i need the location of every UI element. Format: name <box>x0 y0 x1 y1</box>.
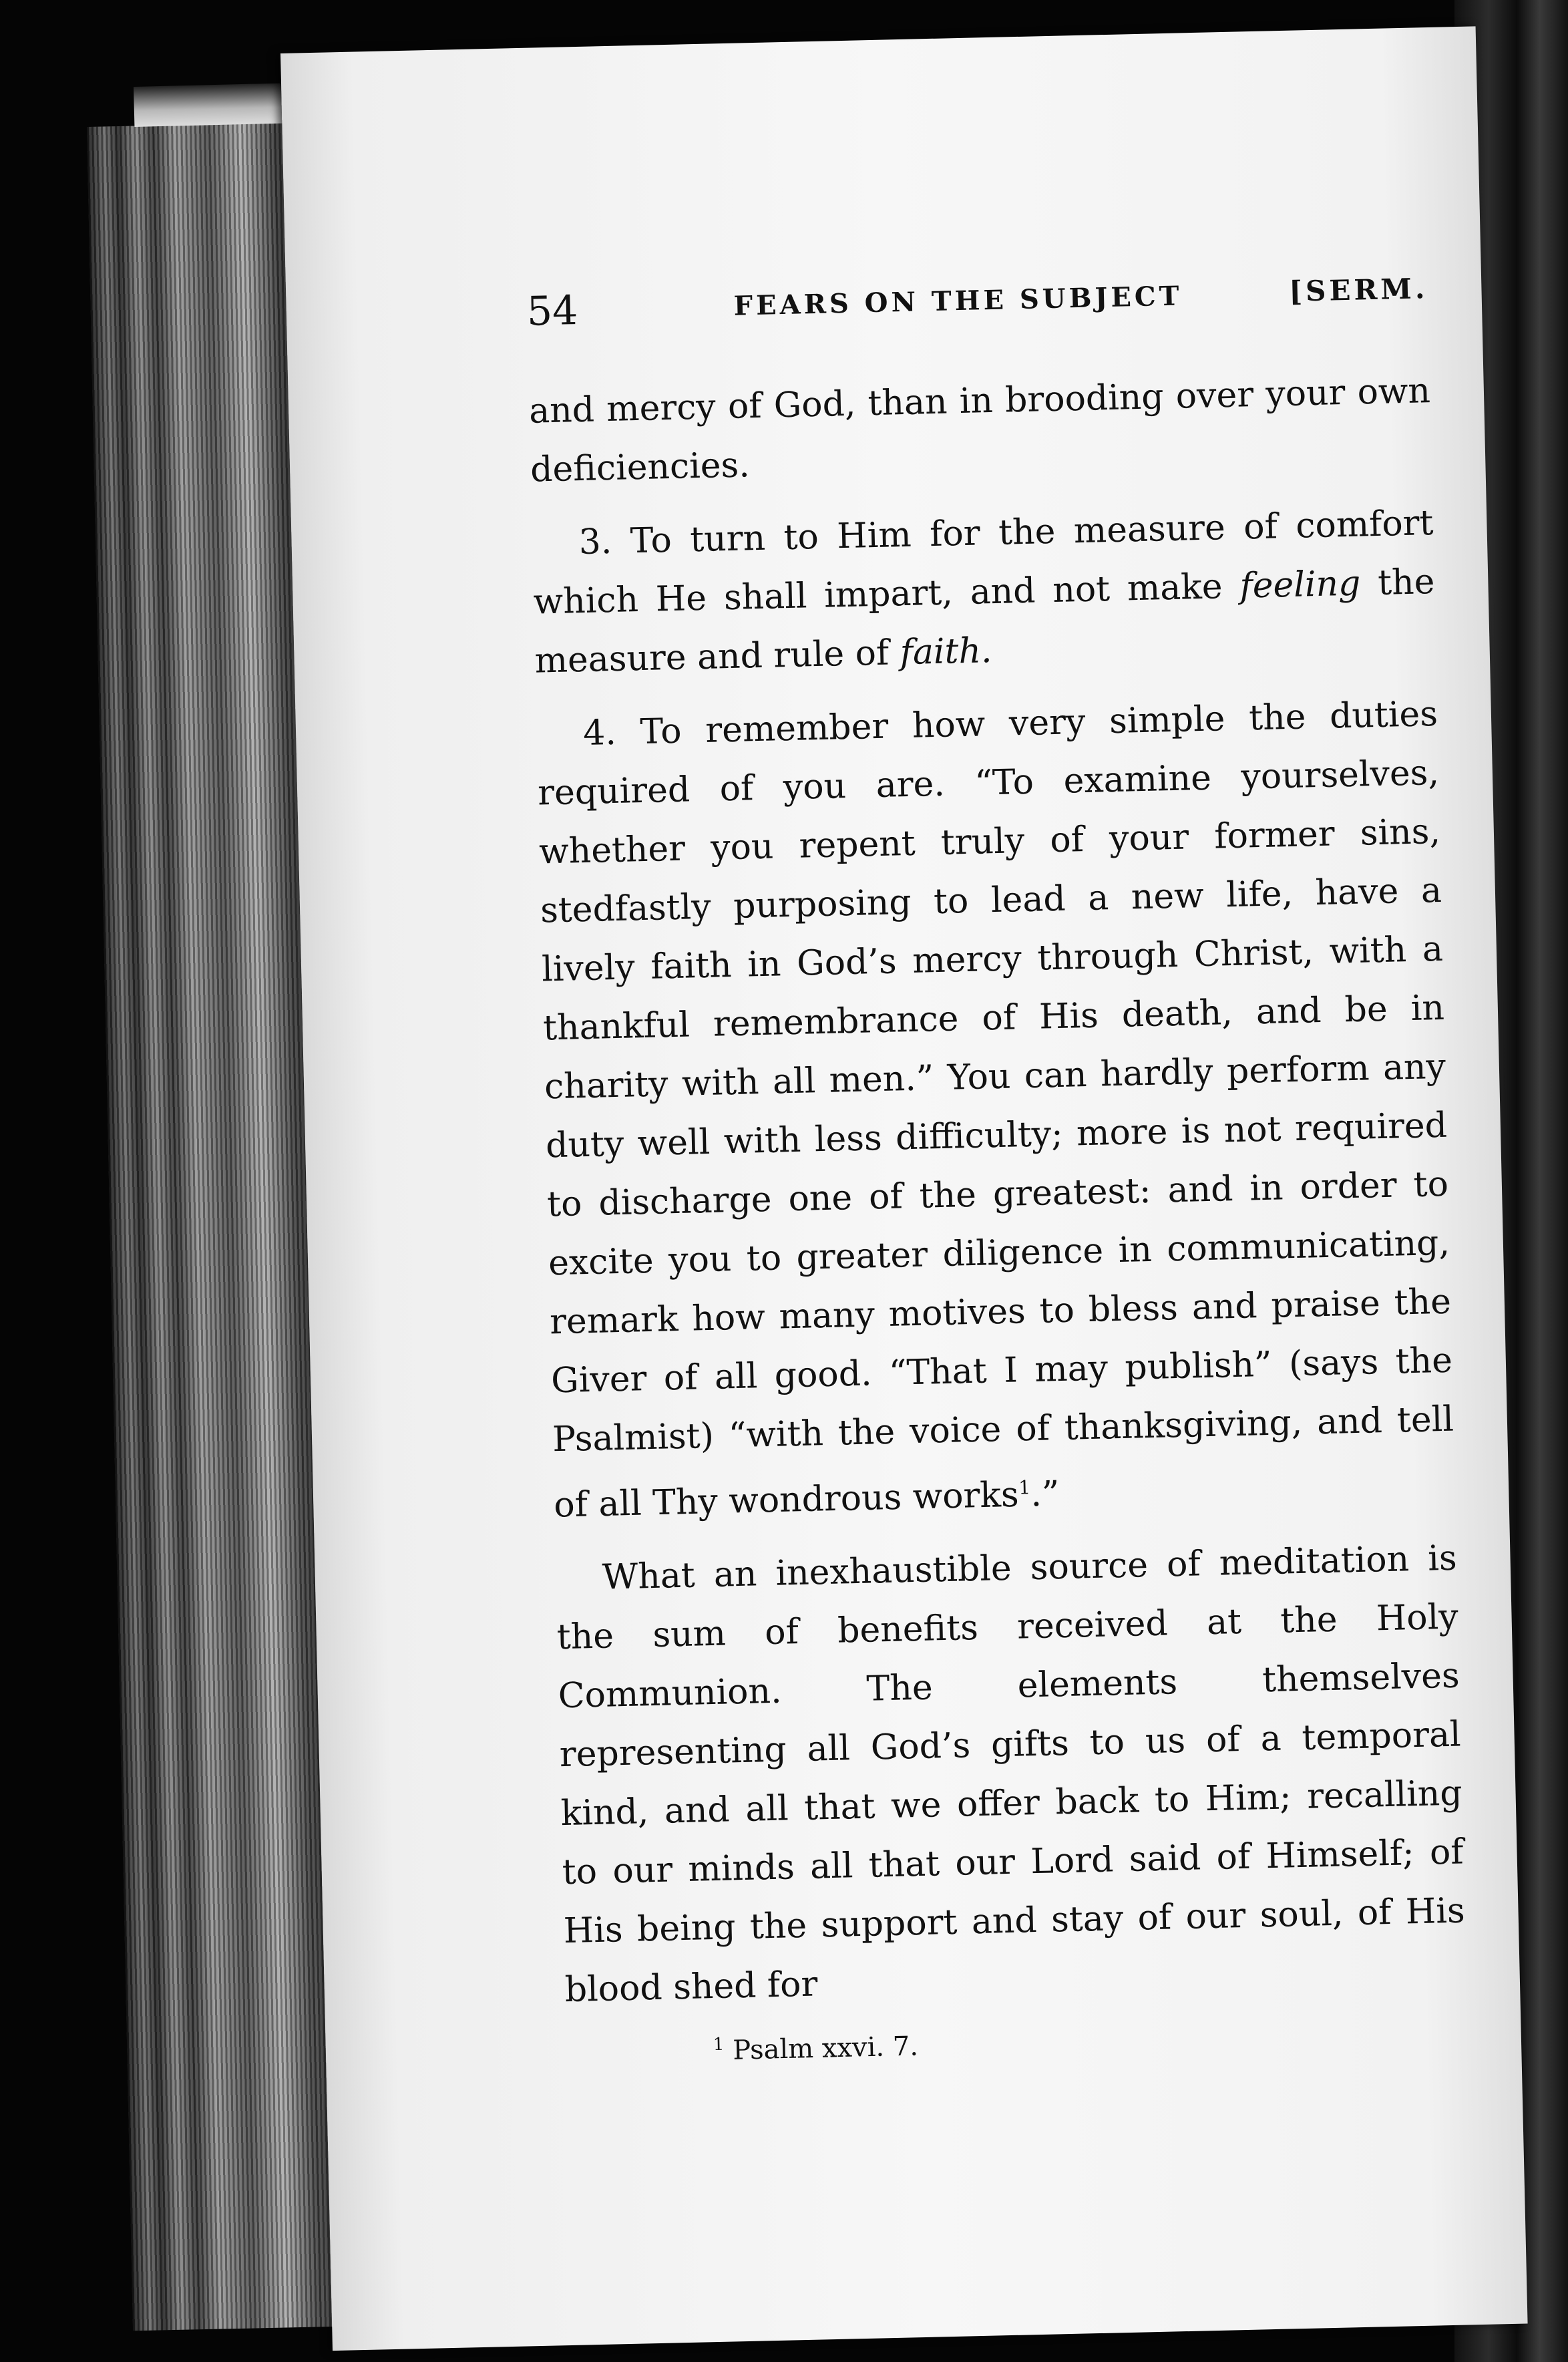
footnote-marker: 1 <box>713 2034 725 2055</box>
paragraph-3-end: .” <box>1030 1474 1060 1515</box>
footnote-text: Psalm xxvi. 7. <box>732 2031 919 2066</box>
book-page <box>280 26 1528 2351</box>
paragraph-3 <box>536 685 1456 1535</box>
running-head <box>526 268 1428 342</box>
footnote <box>713 2030 918 2066</box>
paragraph-4 <box>555 1529 1467 2019</box>
paragraph-2-text-a: 3. To turn to Him for the measure of comfort which He shall impart, and not make <box>533 503 1434 623</box>
footnote-reference: 1 <box>1018 1476 1031 1499</box>
page-number: 54 <box>526 287 579 335</box>
paragraph-4-text: What an inexhaustible source of meditation is the sum of benefits received at the Holy Communion. The elements themselves representing all God’s gifts to us of a temporal kind, and all that we offer back to Him; recalling to our minds all that our Lord said of Himself; of His being the support and stay of our soul, of His blood shed for <box>556 1538 1466 2011</box>
paragraph-2-text-b: the measure and rule of <box>534 561 1436 681</box>
section-marker: [SERM. <box>1288 272 1428 308</box>
paragraph-2-emphasis-faith: faith. <box>900 631 993 673</box>
running-title: FEARS ON THE SUBJECT <box>733 280 1183 322</box>
paragraph-1-text: and mercy of God, than in brooding over your own deficiencies. <box>528 371 1431 490</box>
body-text <box>528 361 1467 2034</box>
paragraph-2-emphasis-feeling: feeling <box>1239 563 1361 607</box>
paragraph-1 <box>528 361 1432 500</box>
paragraph-2 <box>532 494 1437 691</box>
paragraph-3-text: 4. To remember how very simple the duties required of you are. “To examine yourselves, whether you repent truly of your former sins, stedfastly purposing to lead a new life, have a lively faith in God’s mercy through Christ, with a thankful remembrance of His death, and be in charity with all men.” You can hardly perform any duty well with less difficulty; more is not required to discharge one of the greatest: and in order to excite you to greater diligence in communicating, remark how many motives to bless and praise the Giver of all good. “That I may publish” (says the Psalmist) “with the voice of thanksgiving, and tell of all Thy wondrous works <box>537 693 1454 1526</box>
